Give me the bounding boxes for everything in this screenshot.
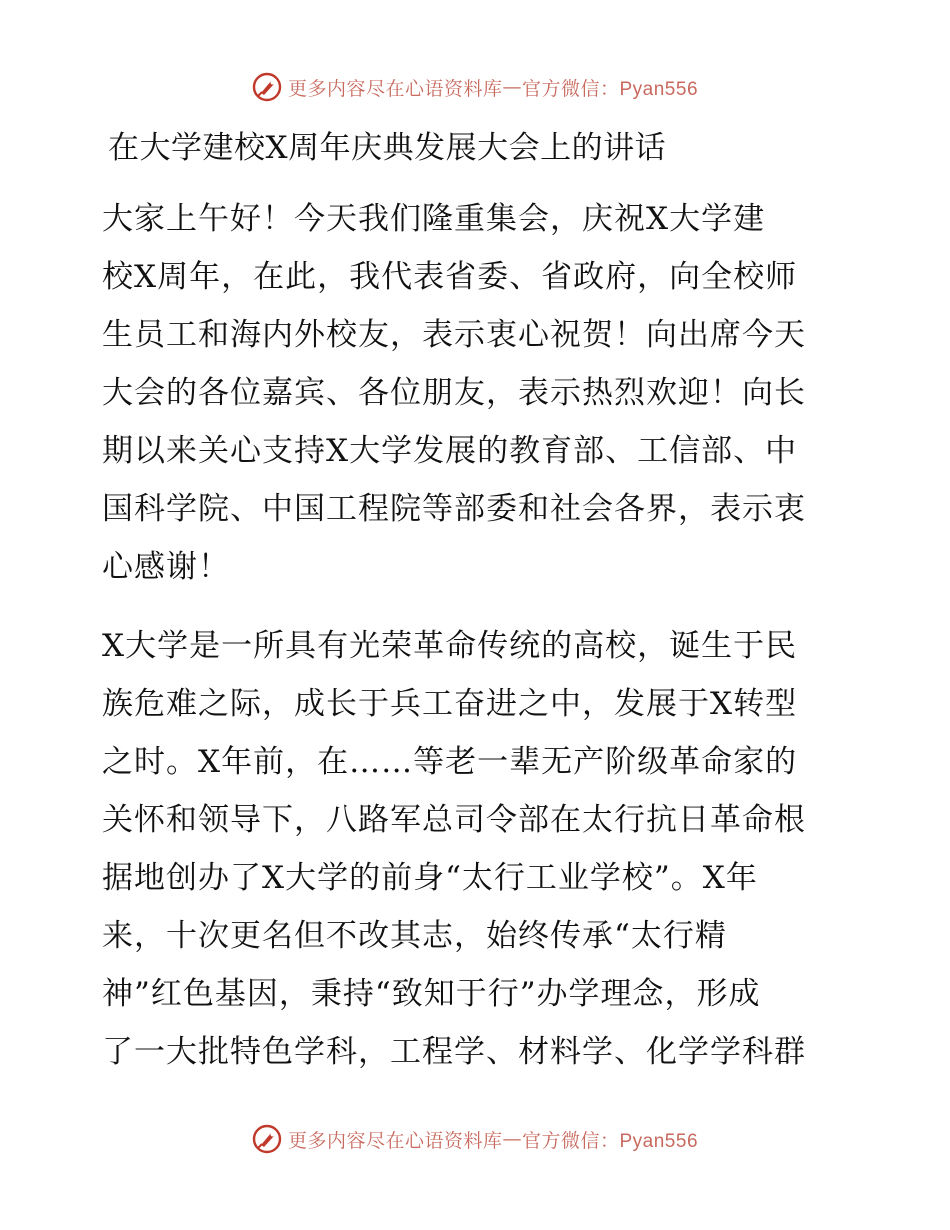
- paragraph-line: 关怀和领导下，八路军总司令部在太行抗日革命根: [102, 802, 806, 838]
- watermark-wechat-text: 官方微信：Pyan556: [522, 78, 699, 100]
- paragraph-line: X大学是一所具有光荣革命传统的高校，诞生于民: [102, 628, 798, 664]
- paragraph-line: 了一大批特色学科，工程学、材料学、化学学科群: [102, 1034, 806, 1070]
- watermark-main-text: 更多内容尽在心语资料库: [287, 1129, 503, 1152]
- paragraph-line: 生员工和海内外校友，表示衷心祝贺！向出席今天: [102, 317, 806, 353]
- paragraph-line: 国科学院、中国工程院等部委和社会各界，表示衷: [102, 491, 806, 527]
- paragraph-line: 之时。X年前，在……等老一辈无产阶级革命家的: [102, 744, 798, 780]
- header-watermark: [0, 72, 950, 102]
- paragraph-line: 族危难之际，成长于兵工奋进之中，发展于X转型: [102, 686, 798, 722]
- watermark-main-text: 更多内容尽在心语资料库: [287, 77, 503, 100]
- paragraph-line: 神”红色基因，秉持“致知于行”办学理念，形成: [102, 976, 761, 1012]
- watermark-wechat-text: 官方微信：Pyan556: [522, 1130, 699, 1152]
- paragraph-line: 大会的各位嘉宾、各位朋友，表示热烈欢迎！向长: [102, 375, 806, 411]
- paragraph-line: 来，十次更名但不改其志，始终传承“太行精: [102, 918, 727, 954]
- paragraph-line: 校X周年，在此，我代表省委、省政府，向全校师: [102, 259, 798, 295]
- footer-watermark: [0, 1124, 950, 1154]
- paragraph-line: 期以来关心支持X大学发展的教育部、工信部、中: [102, 433, 798, 469]
- document-title: 在大学建校X周年庆典发展大会上的讲话: [108, 130, 667, 166]
- pen-nib-logo-icon: [252, 72, 282, 102]
- paragraph-line: 大家上午好！今天我们隆重集会，庆祝X大学建: [102, 201, 766, 237]
- pen-nib-logo-icon: [252, 1124, 282, 1154]
- watermark-separator: —: [502, 1128, 522, 1150]
- paragraph-line: 据地创办了X大学的前身“太行工业学校”。X年: [102, 860, 758, 896]
- paragraph-1: [102, 190, 850, 596]
- paragraph-2: [102, 617, 850, 1081]
- watermark-separator: —: [502, 76, 522, 98]
- paragraph-line: 心感谢！: [102, 549, 230, 585]
